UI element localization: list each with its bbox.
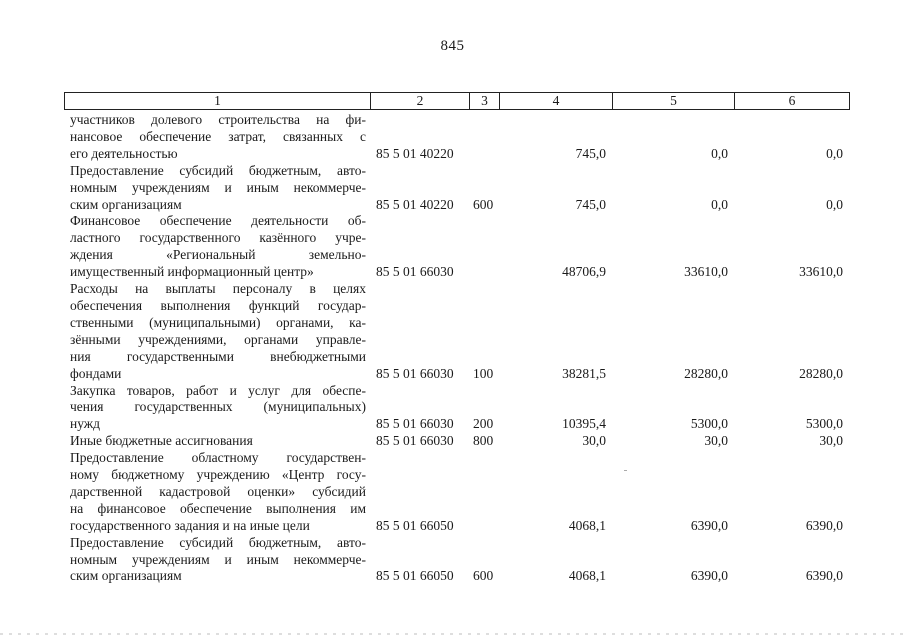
row-name-line: ственными (муниципальными) органами, ка-	[70, 314, 366, 330]
row-code: 85 5 01 66030	[376, 416, 454, 432]
header-col-1: 1	[65, 93, 371, 110]
row-value-col5: 30,0	[704, 433, 728, 449]
row-value-col6: 0,0	[826, 145, 843, 161]
row-name	[64, 450, 370, 535]
row-code: 85 5 01 40220	[376, 196, 454, 212]
row-name-line: имущественный информационный центр»	[70, 264, 314, 280]
table-body	[64, 112, 849, 585]
table-row	[64, 383, 849, 434]
row-name	[64, 112, 370, 163]
table-row	[64, 213, 849, 281]
row-name-line: нансовое обеспечение затрат, связанных с	[70, 128, 366, 144]
row-name-line: ским организациям	[70, 196, 182, 212]
row-name-line: ластного государственного казённого учре-	[70, 230, 366, 246]
header-col-6: 6	[735, 93, 850, 110]
row-value-col4: 745,0	[575, 196, 606, 212]
row-value-col6: 6390,0	[805, 568, 843, 584]
row-name	[64, 383, 370, 434]
row-value-col6: 30,0	[819, 433, 843, 449]
row-name-line: ским организациям	[70, 568, 182, 584]
row-name-line: на финансовое обеспечение выполнения им	[70, 500, 366, 516]
table-row	[64, 163, 849, 214]
row-value-col4: 10395,4	[562, 416, 606, 432]
table-row	[64, 281, 849, 382]
row-name	[64, 281, 370, 382]
row-name	[64, 163, 370, 214]
table-row	[64, 112, 849, 163]
row-name-line: обеспечения выполнения функций государ-	[70, 297, 366, 313]
row-value-col5: 6390,0	[690, 568, 728, 584]
header-col-4: 4	[500, 93, 613, 110]
row-code: 85 5 01 66030	[376, 264, 454, 280]
header-col-2: 2	[371, 93, 470, 110]
row-name-line: ному бюджетному учреждению «Центр госу-	[70, 467, 366, 483]
row-value-col5: 0,0	[711, 196, 728, 212]
row-value-col4: 38281,5	[562, 365, 606, 381]
row-name-line: чения государственных (муниципальных)	[70, 399, 366, 415]
row-code: 85 5 01 66050	[376, 568, 454, 584]
row-code: 85 5 01 66050	[376, 517, 454, 533]
row-value-col6: 6390,0	[805, 517, 843, 533]
row-name-line: зёнными учреждениями, органами управле-	[70, 331, 366, 347]
scan-footer-noise	[0, 633, 905, 635]
header-row	[65, 93, 850, 110]
row-name-line: ждения «Региональный земельно-	[70, 247, 366, 263]
row-value-col5: 5300,0	[690, 416, 728, 432]
row-expense-type	[469, 450, 499, 535]
row-expense-type: 600	[473, 196, 494, 212]
row-value-col4: 48706,9	[562, 264, 606, 280]
header-col-3: 3	[470, 93, 500, 110]
row-name	[64, 433, 370, 450]
row-name-line: номным учреждениям и иным некоммерче-	[70, 179, 366, 195]
row-expense-type: 200	[473, 416, 494, 432]
page-number: 845	[440, 38, 465, 54]
row-value-col6: 33610,0	[799, 264, 843, 280]
row-name-line: фондами	[70, 365, 122, 381]
row-expense-type	[469, 112, 499, 163]
scan-speck	[624, 470, 627, 471]
row-name-line: Иные бюджетные ассигнования	[70, 433, 253, 449]
table-row	[64, 535, 849, 586]
row-name-line: государственного задания и на иные цели	[70, 517, 310, 533]
row-code: 85 5 01 66030	[376, 365, 454, 381]
row-name-line: номным учреждениям и иным некоммерче-	[70, 551, 366, 567]
header-col-5: 5	[613, 93, 735, 110]
row-value-col4: 30,0	[582, 433, 606, 449]
row-code: 85 5 01 66030	[376, 433, 454, 449]
row-name	[64, 535, 370, 586]
budget-table	[64, 112, 849, 585]
row-name-line: Предоставление субсидий бюджетным, авто-	[70, 534, 366, 550]
row-value-col4: 4068,1	[568, 568, 606, 584]
row-name-line: дарственной кадастровой оценки» субсидий	[70, 483, 366, 499]
row-value-col6: 28280,0	[799, 365, 843, 381]
row-value-col5: 0,0	[711, 145, 728, 161]
row-value-col6: 0,0	[826, 196, 843, 212]
row-name-line: нужд	[70, 416, 100, 432]
row-name-line: Предоставление субсидий бюджетным, авто-	[70, 162, 366, 178]
row-name-line: его деятельностью	[70, 145, 178, 161]
row-code: 85 5 01 40220	[376, 145, 454, 161]
row-expense-type: 800	[473, 433, 494, 449]
row-name-line: участников долевого строительства на фи-	[70, 112, 366, 127]
row-name-line: Предоставление областному государствен-	[70, 450, 366, 466]
row-value-col4: 745,0	[575, 145, 606, 161]
row-name-line: ния государственными внебюджетными	[70, 348, 366, 364]
row-expense-type	[469, 213, 499, 281]
row-name	[64, 213, 370, 281]
table-header	[64, 92, 850, 110]
row-name-line: Финансовое обеспечение деятельности об-	[70, 213, 366, 229]
table-row	[64, 450, 849, 535]
row-expense-type: 100	[473, 365, 494, 381]
row-value-col5: 33610,0	[684, 264, 728, 280]
row-name-line: Расходы на выплаты персоналу в целях	[70, 281, 366, 297]
table-row	[64, 433, 849, 450]
row-name-line: Закупка товаров, работ и услуг для обеспе-	[70, 382, 366, 398]
row-expense-type: 600	[473, 568, 494, 584]
row-value-col4: 4068,1	[568, 517, 606, 533]
row-value-col5: 6390,0	[690, 517, 728, 533]
row-value-col5: 28280,0	[684, 365, 728, 381]
row-value-col6: 5300,0	[805, 416, 843, 432]
